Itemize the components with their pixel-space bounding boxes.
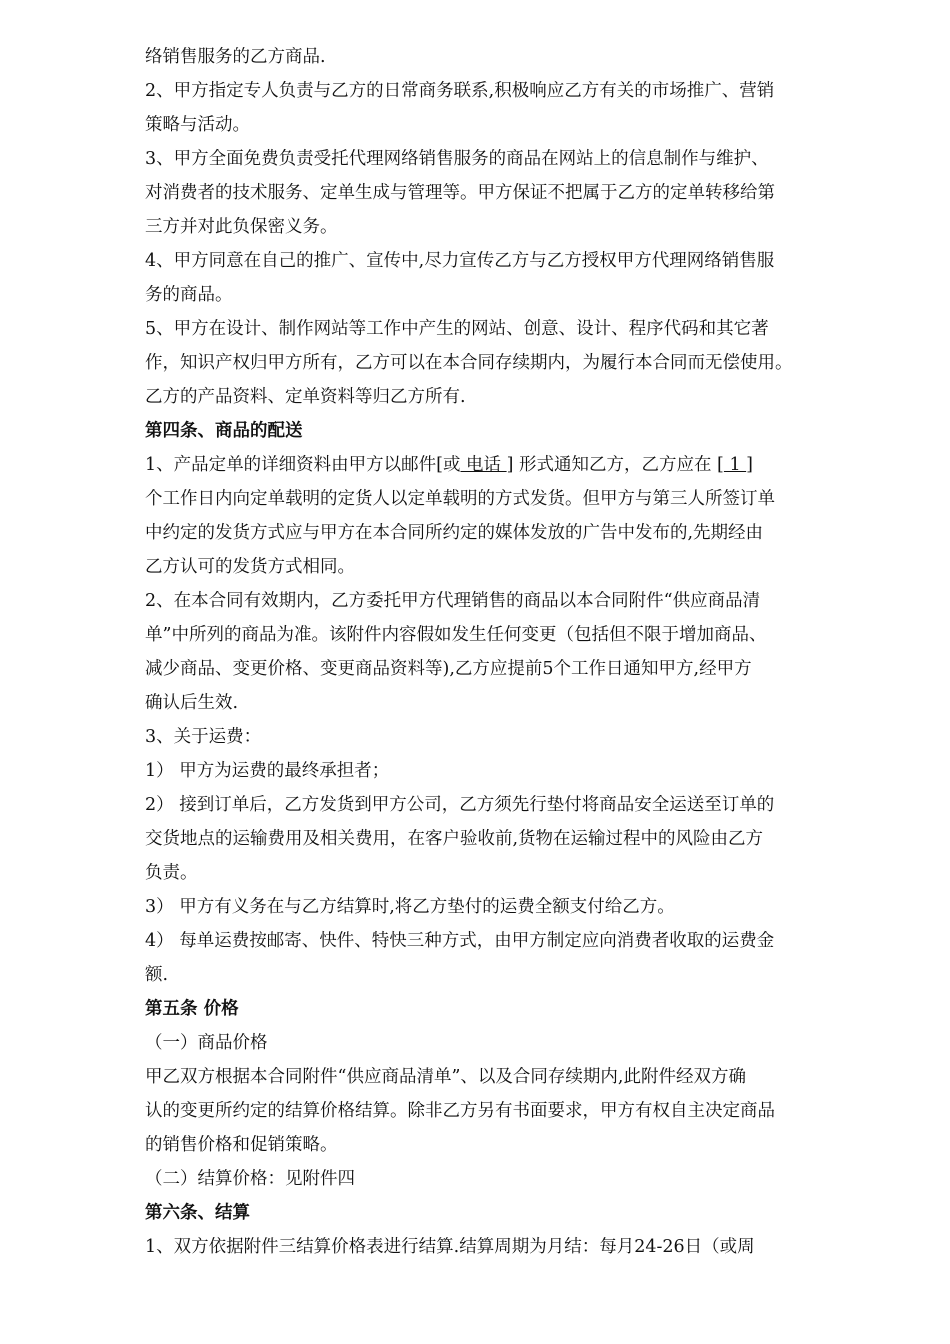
text-line: 乙方的产品资料、定单资料等归乙方所有. — [145, 387, 466, 407]
text-line: 乙方认可的发货方式相同。 — [145, 557, 355, 577]
text-line: 中约定的发货方式应与甲方在本合同所约定的媒体发放的广告中发布的,先期经由 — [145, 523, 764, 543]
text-line: 5、甲方在设计、制作网站等工作中产生的网站、创意、设计、程序代码和其它著 — [145, 319, 769, 339]
text-line: 个工作日内向定单载明的定货人以定单载明的方式发货。但甲方与第三人所签订单 — [145, 489, 775, 509]
text-line: 交货地点的运输费用及相关费用，在客户验收前,货物在运输过程中的风险由乙方 — [145, 829, 764, 849]
text-line: 络销售服务的乙方商品. — [145, 47, 326, 67]
text-segment: ] — [746, 455, 753, 475]
section-heading: 第五条 价格 — [145, 999, 239, 1019]
text-line: 1） 甲方为运费的最终承担者； — [145, 761, 390, 781]
text-line: 3、甲方全面免费负责受托代理网络销售服务的商品在网站上的信息制作与维护、 — [145, 149, 769, 169]
text-line: 额. — [145, 965, 169, 985]
text-line: 4） 每单运费按邮寄、快件、特快三种方式，由甲方制定应向消费者收取的运费金 — [145, 931, 775, 951]
underlined-field: 1 — [723, 455, 747, 475]
text-line: 确认后生效. — [145, 693, 239, 713]
text-line: 作，知识产权归甲方所有，乙方可以在本合同存续期内，为履行本合同而无偿使用。 — [145, 353, 793, 373]
text-line: 对消费者的技术服务、定单生成与管理等。甲方保证不把属于乙方的定单转移给第 — [145, 183, 775, 203]
text-line: 策略与活动。 — [145, 115, 250, 135]
text-line: 认的变更所约定的结算价格结算。除非乙方另有书面要求，甲方有权自主决定商品 — [145, 1101, 775, 1121]
text-line: 2、甲方指定专人负责与乙方的日常商务联系,积极响应乙方有关的市场推广、营销 — [145, 81, 775, 101]
text-line: 三方并对此负保密义务。 — [145, 217, 338, 237]
text-line: 4、甲方同意在自己的推广、宣传中,尽力宣传乙方与乙方授权甲方代理网络销售服 — [145, 251, 775, 271]
underlined-field: 电话 — [460, 455, 507, 475]
text-line: 甲乙双方根据本合同附件“供应商品清单”、以及合同存续期内,此附件经双方确 — [145, 1067, 746, 1087]
text-line: 3、关于运费： — [145, 727, 262, 747]
text-line: 负责。 — [145, 863, 198, 883]
text-line: 3） 甲方有义务在与乙方结算时,将乙方垫付的运费全额支付给乙方。 — [145, 897, 675, 917]
text-segment: ] 形式通知乙方，乙方应在 [ — [506, 455, 724, 475]
document-page — [145, 40, 845, 1264]
text-line: 务的商品。 — [145, 285, 233, 305]
text-line: 2） 接到订单后，乙方发货到甲方公司，乙方须先行垫付将商品安全运送至订单的 — [145, 795, 775, 815]
text-line: （二）结算价格：见附件四 — [145, 1169, 355, 1189]
section-heading: 第四条、商品的配送 — [145, 421, 303, 441]
text-line: 1、双方依据附件三结算价格表进行结算.结算周期为月结：每月24-26日（或周 — [145, 1237, 755, 1257]
text-line: 单”中所列的商品为准。该附件内容假如发生任何变更（包括但不限于增加商品、 — [145, 625, 767, 645]
text-line: 2、在本合同有效期内，乙方委托甲方代理销售的商品以本合同附件“供应商品清 — [145, 591, 761, 611]
text-line: 减少商品、变更价格、变更商品资料等),乙方应提前5个工作日通知甲方,经甲方 — [145, 659, 752, 679]
text-line — [145, 448, 845, 482]
text-segment: 1、产品定单的详细资料由甲方以邮件[或 — [145, 455, 461, 475]
section-heading: 第六条、结算 — [145, 1203, 250, 1223]
text-line: 的销售价格和促销策略。 — [145, 1135, 338, 1155]
text-line: （一）商品价格 — [145, 1033, 268, 1053]
